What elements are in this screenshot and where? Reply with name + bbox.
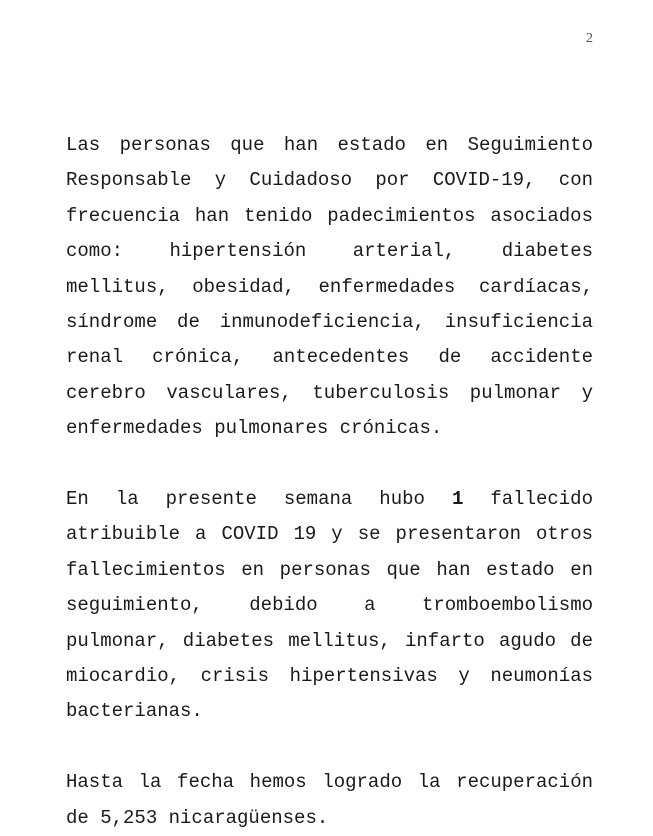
document-body [66,128,593,836]
paragraph-deaths [66,482,593,730]
deaths-text-after: fallecido atribuible a COVID 19 y se presentaron otros fallecimientos en personas que han estado en seguimiento, debido a tromboembolismo pulmonar, diabetes mellitus, infarto agudo de miocardio, crisis hipertensivas y neumonías bacterianas. [66,488,593,723]
paragraph-comorbidities: Las personas que han estado en Seguimiento Responsable y Cuidadoso por COVID-19, con frecuencia han tenido padecimientos asociados como: hipertensión arterial, diabetes mellitus, obesidad, enfermedades cardíacas, síndrome de inmunodeficiencia, insuficiencia renal crónica, antecedentes de accidente cerebro vasculares, tuberculosis pulmonar y enfermedades pulmonares crónicas. [66,134,593,440]
deaths-count: 1 [451,488,464,511]
paragraph-recoveries: Hasta la fecha hemos logrado la recuperación de 5,253 nicaragüenses. [66,771,593,829]
deaths-text-before: En la presente semana hubo [66,488,452,511]
page-number: 2 [586,31,593,46]
